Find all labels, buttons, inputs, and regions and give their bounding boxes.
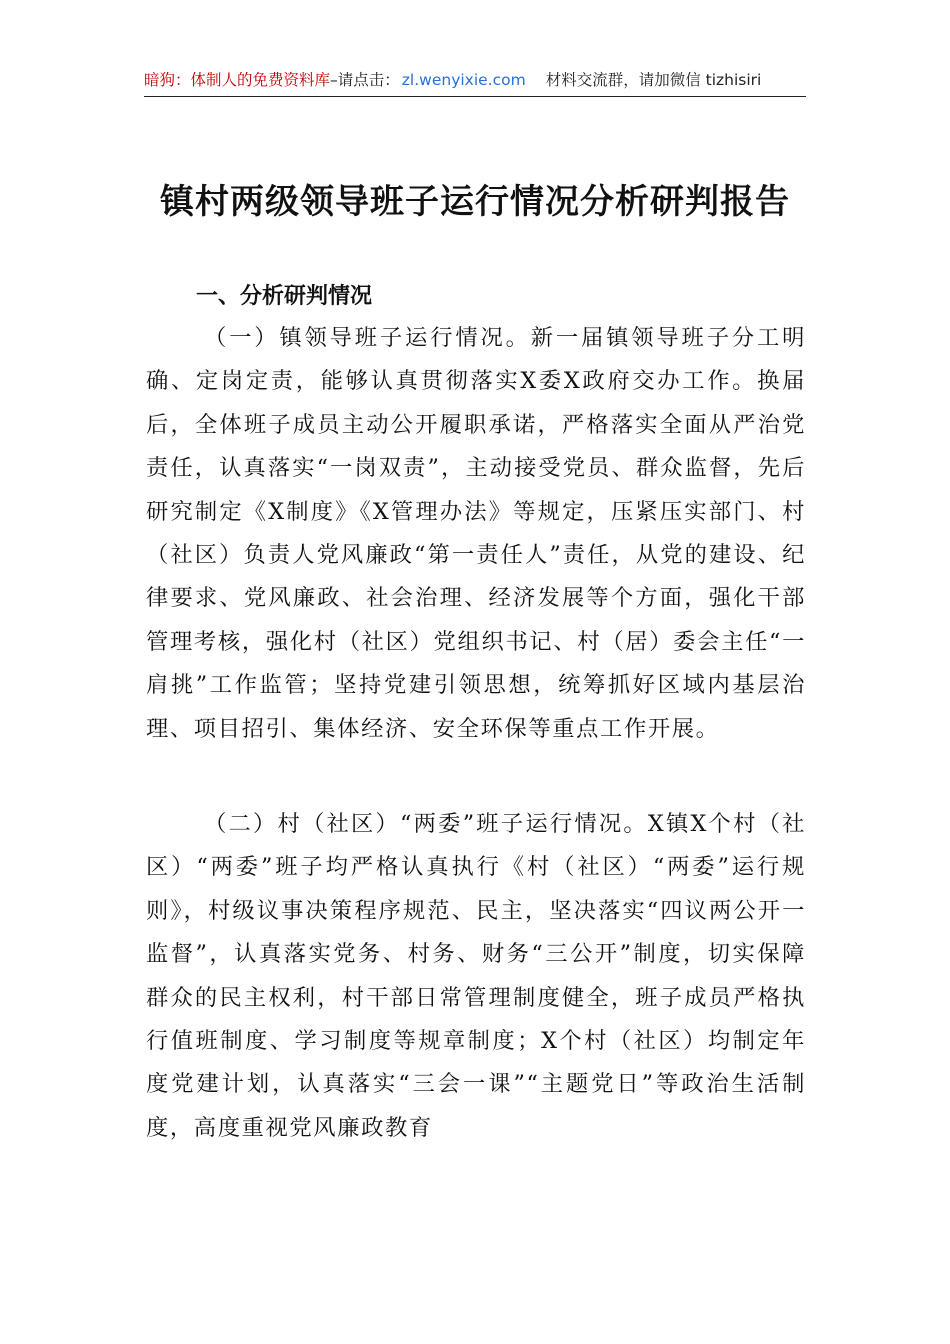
- header-site-name: 暗狗：体制人的免费资料库: [144, 71, 331, 89]
- paragraph-1: （一）镇领导班子运行情况。新一届镇领导班子分工明确、定岗定责，能够认真贯彻落实X委X政府交办工作。换届后，全体班子成员主动公开履职承诺，严格落实全面从严治党责任，认真落实“一岗双责”，主动接受党员、群众监督，先后研究制定《X制度》《X管理办法》等规定，压紧压实部门、村（社区）负责人党风廉政“第一责任人”责任，从党的建设、纪律要求、党风廉政、社会治理、经济发展等个方面，强化干部管理考核，强化村（社区）党组织书记、村（居）委会主任“一肩挑”工作监管；坚持党建引领思想，统筹抓好区域内基层治理、项目招引、集体经济、安全环保等重点工作开展。: [146, 325, 806, 742]
- section-heading: 一、分析研判情况: [196, 284, 373, 309]
- paragraph-2: （二）村（社区）“两委”班子运行情况。X镇X个村（社区）“两委”班子均严格认真执行《村（社区）“两委”运行规则》，村级议事决策程序规范、民主，坚决落实“四议两公开一监督”，认真落实党务、村务、财务“三公开”制度，切实保障群众的民主权利，村干部日常管理制度健全，班子成员严格执行值班制度、学习制度等规章制度；X个村（社区）均制定年度党建计划，认真落实“三会一课”“主题党日”等政治生活制度，高度重视党风廉政教育: [146, 811, 806, 1141]
- document-title: 镇村两级领导班子运行情况分析研判报告: [160, 182, 790, 222]
- page-header: [144, 66, 806, 97]
- header-url-link[interactable]: zl.wenyixie.com: [401, 71, 526, 89]
- header-group-info: 材料交流群，请加微信 tizhisiri: [545, 71, 762, 89]
- header-prompt: –请点击：: [330, 71, 400, 89]
